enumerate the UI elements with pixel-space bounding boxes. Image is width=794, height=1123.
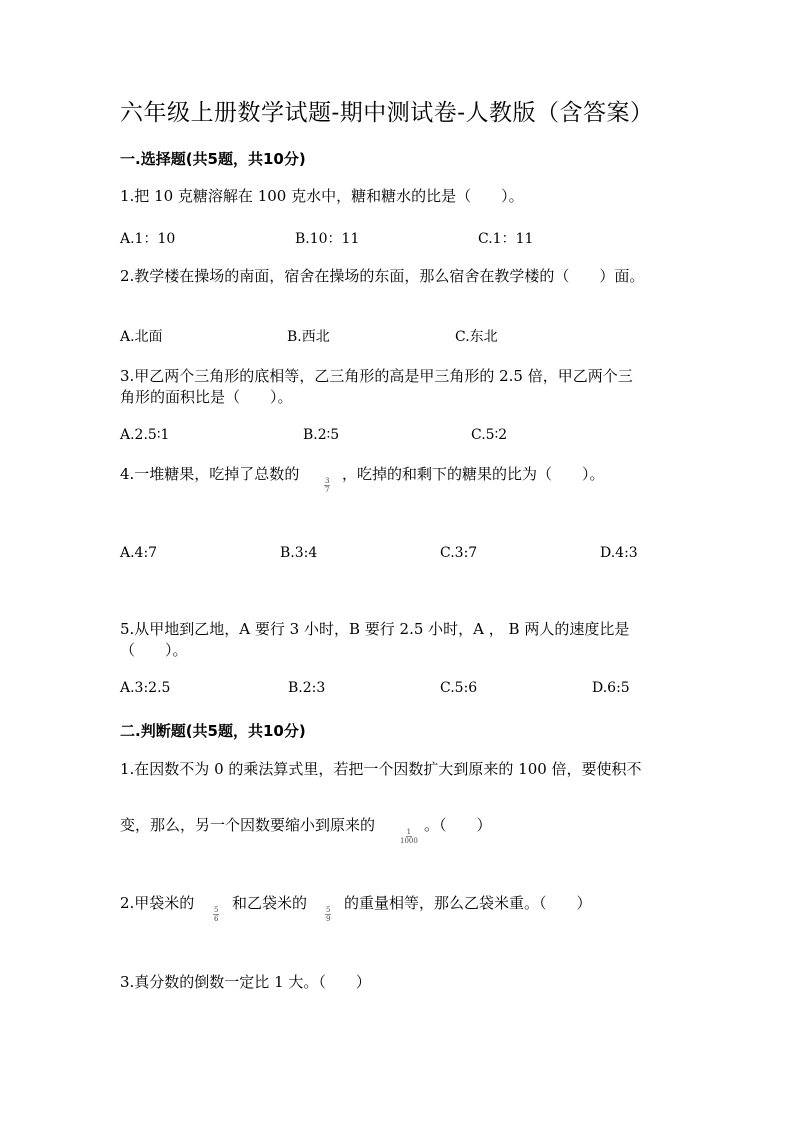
q2-option-c: C.东北 bbox=[455, 329, 498, 345]
judgment-2-text-before: 2.甲袋米的 bbox=[120, 894, 195, 912]
judgment-1-line1: 1.在因数不为 0 的乘法算式里，若把一个因数扩大到原来的 100 倍，要使积不 bbox=[120, 760, 642, 778]
section-heading-choice: 一.选择题(共5题，共10分) bbox=[120, 150, 306, 168]
q2-option-b: B.西北 bbox=[287, 329, 330, 345]
judgment-2-text-middle: 和乙袋米的 bbox=[232, 894, 308, 912]
q5-option-d: D.6:5 bbox=[592, 680, 630, 696]
question-5-line2: （ ）。 bbox=[120, 641, 188, 659]
judgment-2-fraction-1-denominator: 6 bbox=[214, 915, 219, 923]
q4-option-b: B.3:4 bbox=[280, 545, 318, 561]
judgment-2-fraction-1-numerator: 5 bbox=[214, 906, 219, 914]
question-4-text-after: ，吃掉的和剩下的糖果的比为（ ）。 bbox=[342, 465, 605, 483]
question-1-text: 1.把 10 克糖溶解在 100 克水中，糖和糖水的比是（ ）。 bbox=[120, 187, 524, 205]
q4-option-c: C.3:7 bbox=[440, 545, 478, 561]
judgment-2-fraction-2-denominator: 9 bbox=[326, 915, 331, 923]
judgment-2-fraction-2 bbox=[325, 906, 331, 923]
judgment-1-fraction bbox=[400, 828, 418, 845]
q4-fraction bbox=[324, 477, 330, 494]
question-2-text: 2.教学楼在操场的南面，宿舍在操场的东面，那么宿舍在教学楼的（ ）面。 bbox=[120, 267, 645, 285]
judgment-1-line2-before: 变，那么，另一个因数要缩小到原来的 bbox=[120, 816, 376, 834]
judgment-2-text-after: 的重量相等，那么乙袋米重。（ ） bbox=[344, 894, 592, 912]
q1-option-a: A.1：10 bbox=[120, 231, 176, 247]
q5-option-c: C.5:6 bbox=[440, 680, 478, 696]
q4-fraction-numerator: 3 bbox=[325, 477, 330, 485]
judgment-2-fraction-1 bbox=[213, 906, 219, 923]
q2-option-a: A.北面 bbox=[120, 329, 163, 345]
q3-option-b: B.2∶5 bbox=[303, 427, 340, 443]
q1-option-c: C.1：11 bbox=[478, 231, 534, 247]
question-3-line2: 角形的面积比是（ ）。 bbox=[120, 388, 293, 406]
q4-option-d: D.4:3 bbox=[600, 545, 638, 561]
judgment-1-line2-after: 。（ ） bbox=[424, 816, 492, 834]
judgment-3-text: 3.真分数的倒数一定比 1 大。（ ） bbox=[120, 973, 371, 991]
q5-option-b: B.2:3 bbox=[288, 680, 326, 696]
q4-option-a: A.4:7 bbox=[120, 545, 158, 561]
q5-option-a: A.3:2.5 bbox=[120, 680, 171, 696]
q4-fraction-denominator: 7 bbox=[325, 486, 330, 494]
q3-option-c: C.5∶2 bbox=[471, 427, 508, 443]
page-title: 六年级上册数学试题-期中测试卷-人教版（含答案） bbox=[120, 100, 654, 126]
q1-option-b: B.10：11 bbox=[295, 231, 360, 247]
section-heading-judgment: 二.判断题(共5题，共10分) bbox=[120, 722, 306, 740]
q3-option-a: A.2.5∶1 bbox=[120, 427, 170, 443]
question-5-line1: 5.从甲地到乙地，A 要行 3 小时，B 要行 2.5 小时，A ， B 两人的速度比是 bbox=[120, 620, 630, 638]
judgment-2-fraction-2-numerator: 5 bbox=[326, 906, 331, 914]
question-4-text-before: 4.一堆糖果，吃掉了总数的 bbox=[120, 465, 300, 483]
judgment-1-fraction-denominator: 1000 bbox=[400, 837, 418, 845]
judgment-1-fraction-numerator: 1 bbox=[406, 828, 412, 836]
question-3-line1: 3.甲乙两个三角形的底相等，乙三角形的高是甲三角形的 2.5 倍，甲乙两个三 bbox=[120, 367, 633, 385]
